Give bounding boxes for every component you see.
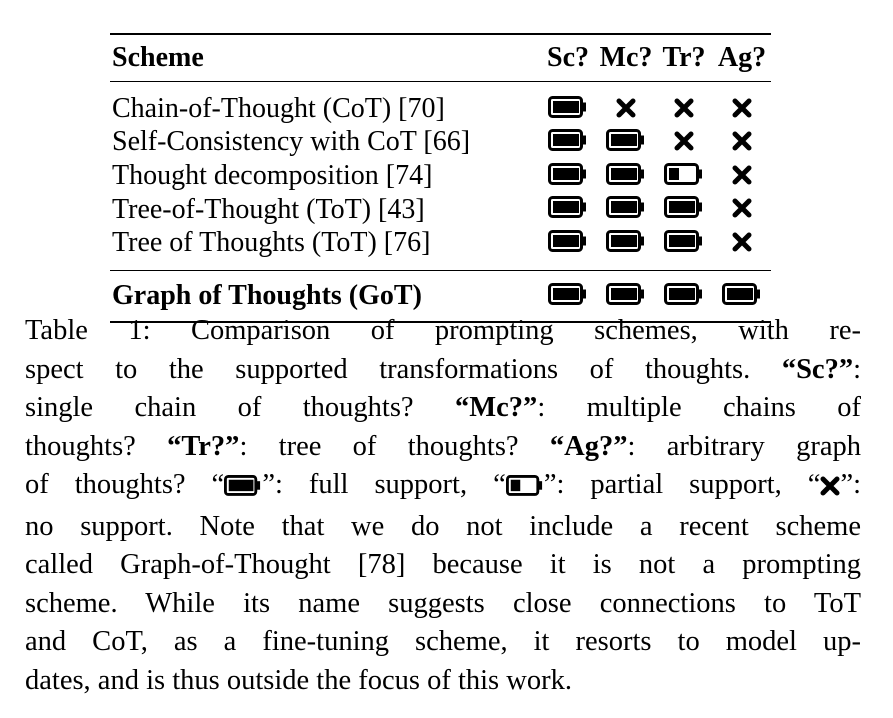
- caption-line: [25, 546, 861, 585]
- support-cell: [655, 193, 713, 227]
- table-row: [110, 226, 771, 270]
- battery-full-icon: [548, 194, 588, 226]
- battery-partial-icon: [506, 469, 544, 508]
- battery-full-icon: [548, 281, 588, 313]
- support-cell: [713, 226, 771, 270]
- caption-term-sc: “Sc?”: [781, 353, 854, 385]
- caption-text: dates, and is thus outside the focus of this work.: [25, 664, 572, 696]
- caption-line: [25, 428, 861, 467]
- battery-full-icon: [606, 161, 646, 193]
- cross-icon: [674, 94, 694, 126]
- caption-text: thoughts?: [25, 430, 168, 462]
- cross-icon: [820, 469, 840, 508]
- table-row: [110, 126, 771, 160]
- battery-partial-icon: [664, 161, 704, 193]
- header-sc: Sc?: [547, 42, 589, 73]
- table-row: [110, 82, 771, 126]
- caption-line: [25, 466, 861, 508]
- battery-full-icon: [548, 228, 588, 260]
- cross-icon: [732, 228, 752, 260]
- scheme-name: Thought decomposition [74]: [112, 159, 433, 191]
- scheme-name-got: Graph of Thoughts (GoT): [112, 279, 422, 311]
- table-row: [110, 159, 771, 193]
- battery-full-icon: [606, 281, 646, 313]
- support-cell: [655, 226, 713, 270]
- cross-icon: [732, 161, 752, 193]
- caption-text: :: [853, 353, 861, 385]
- battery-full-icon: [548, 127, 588, 159]
- support-cell: [597, 159, 655, 193]
- caption-line: [25, 389, 861, 428]
- scheme-name: Tree of Thoughts (ToT) [76]: [112, 227, 431, 259]
- scheme-name: Tree-of-Thought (ToT) [43]: [112, 193, 425, 225]
- support-cell: [539, 159, 597, 193]
- caption-line: [25, 623, 861, 662]
- support-cell: [713, 126, 771, 160]
- caption-term-ag: “Ag?”: [549, 430, 628, 462]
- caption-text: : tree of thoughts?: [239, 430, 550, 462]
- caption-text: : arbitrary graph: [627, 430, 862, 462]
- battery-full-icon: [224, 469, 262, 508]
- caption-text: ”: partial support, “: [543, 469, 821, 500]
- caption-text: no support. Note that we do not include a recent scheme: [25, 510, 861, 542]
- header-mc: Mc?: [599, 42, 653, 73]
- caption-term-mc: “Mc?”: [455, 392, 538, 423]
- scheme-name: Self-Consistency with CoT [66]: [112, 126, 471, 158]
- support-cell: [539, 226, 597, 270]
- caption-text: ”:: [840, 469, 862, 500]
- caption-text: scheme. While its name suggests close connections to ToT: [25, 587, 861, 619]
- caption-line: [25, 585, 861, 624]
- battery-full-icon: [606, 194, 646, 226]
- support-cell: [597, 193, 655, 227]
- header-tr: Tr?: [662, 42, 706, 73]
- caption-text: spect to the supported transformations of thoughts.: [25, 353, 782, 385]
- table-row: [110, 193, 771, 227]
- battery-full-icon: [722, 281, 762, 313]
- support-cell: [655, 82, 713, 126]
- comparison-table: [110, 33, 771, 323]
- caption-line: [25, 508, 861, 547]
- support-cell: [539, 193, 597, 227]
- scheme-name: Chain-of-Thought (CoT) [70]: [112, 92, 445, 124]
- caption-text: : multiple chains of: [537, 392, 861, 423]
- caption-line: [25, 312, 861, 351]
- caption-text: called Graph-of-Thought [78] because it is not a prompting: [25, 549, 861, 580]
- caption-line: [25, 351, 861, 390]
- scheme-rows: [110, 82, 771, 322]
- battery-full-icon: [664, 194, 704, 226]
- support-cell: [597, 82, 655, 126]
- battery-full-icon: [664, 228, 704, 260]
- cross-icon: [616, 94, 636, 126]
- support-cell: [597, 126, 655, 160]
- support-cell: [713, 82, 771, 126]
- battery-full-icon: [664, 281, 704, 313]
- support-cell: [655, 126, 713, 160]
- table-caption: [25, 312, 861, 700]
- battery-full-icon: [548, 161, 588, 193]
- support-cell: [539, 82, 597, 126]
- header-ag: Ag?: [717, 42, 767, 73]
- cross-icon: [732, 94, 752, 126]
- caption-text: Table 1: Comparison of prompting schemes, with re-: [25, 315, 861, 346]
- cross-icon: [732, 127, 752, 159]
- caption-text: and CoT, as a fine-tuning scheme, it resorts to model up-: [25, 626, 861, 657]
- header-scheme: Scheme: [112, 42, 204, 73]
- battery-full-icon: [548, 94, 588, 126]
- cross-icon: [732, 194, 752, 226]
- caption-term-tr: “Tr?”: [167, 430, 240, 462]
- caption-text: ”: full support, “: [262, 469, 506, 500]
- support-cell: [655, 159, 713, 193]
- battery-full-icon: [606, 228, 646, 260]
- caption-text: single chain of thoughts?: [25, 392, 455, 423]
- battery-full-icon: [606, 127, 646, 159]
- support-cell: [713, 159, 771, 193]
- cross-icon: [674, 127, 694, 159]
- caption-line: [25, 662, 861, 701]
- support-cell: [597, 226, 655, 270]
- support-cell: [713, 193, 771, 227]
- caption-text: of thoughts? “: [25, 469, 225, 500]
- comparison-table-container: [110, 33, 771, 323]
- support-cell: [539, 126, 597, 160]
